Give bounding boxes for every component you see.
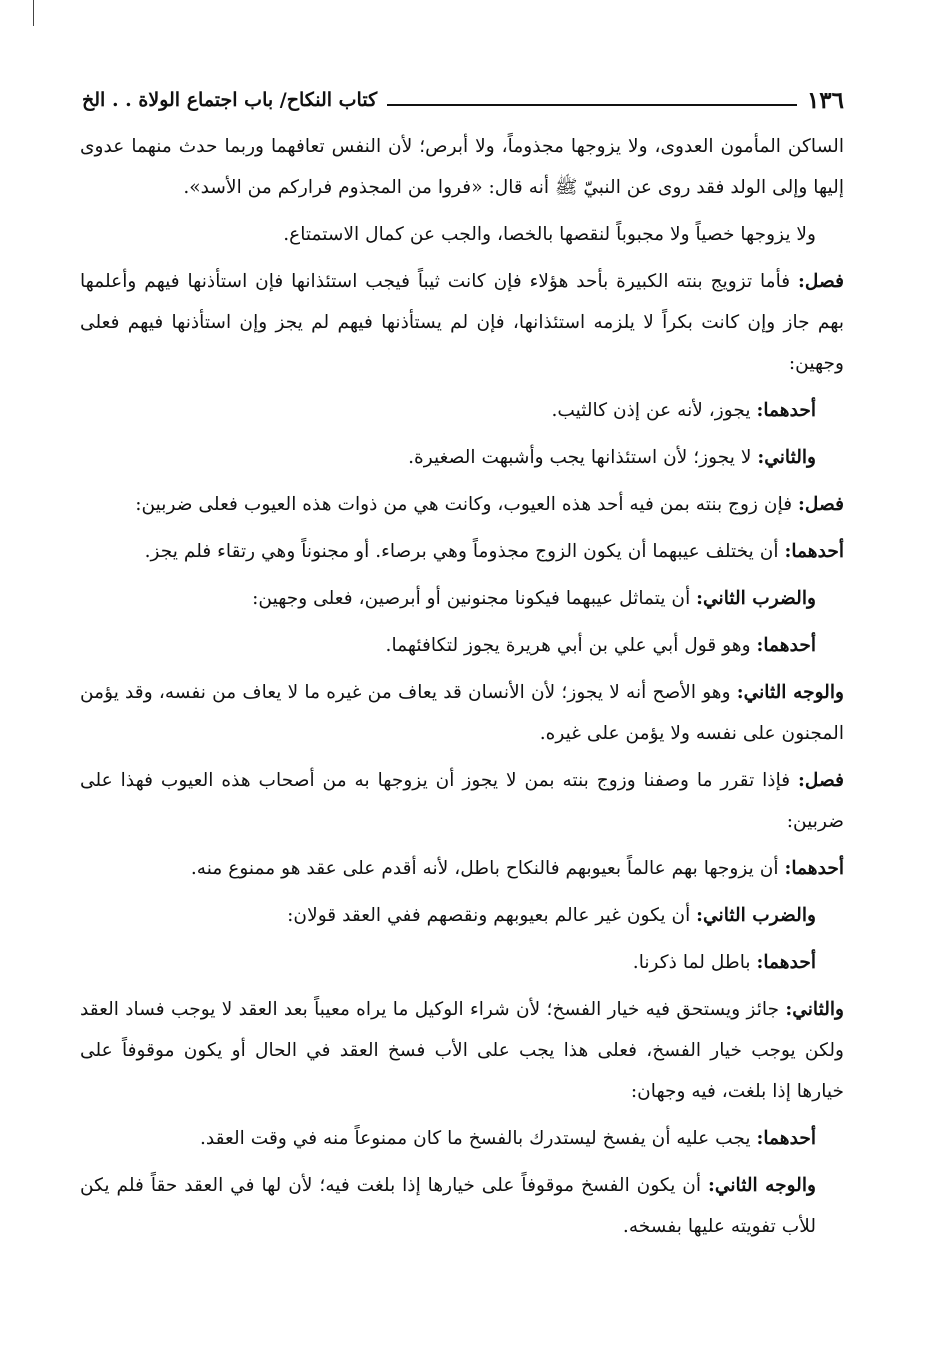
paragraph-lead: أحدهما: (784, 541, 844, 562)
page-number: ١٣٦ (806, 86, 844, 114)
paragraph: والوجه الثاني: وهو الأصح أنه لا يجوز؛ لأن الأنسان قد يعاف من غيره ما لا يعاف من نفسه، وقد يؤمن المجنون على نفسه ولا يؤمن على غيره. (80, 682, 844, 744)
paragraph: أحدهما: باطل لما ذكرنا. (632, 952, 816, 973)
paragraph: ولا يزوجها خصياً ولا مجبوباً لنقصها بالخصا، والجب عن كمال الاستمتاع. (283, 224, 816, 245)
paragraph-lead: فصل: (798, 494, 844, 515)
paragraph: والثاني: جائز ويستحق فيه خيار الفسخ؛ لأن شراء الوكيل ما يراه معيباً بعد العقد لا يوجب فساد العقد ولكن يوجب خيار الفسخ، فعلى هذا يجب على الأب فسخ العقد في الحال أو يكون موقوفاً على خيارها إذا بلغت، فيه وجهان: (80, 999, 844, 1102)
paragraph-lead: أحدهما: (756, 635, 816, 656)
paragraph: أحدهما: أن يزوجها بهم عالماً بعيوبهم فالنكاح باطل، لأنه أقدم على عقد هو ممنوع منه. (190, 858, 844, 879)
body-text (80, 126, 844, 1253)
paragraph: أحدهما: وهو قول أبي علي بن أبي هريرة يجوز لتكافئهما. (385, 635, 816, 656)
header-rule (387, 104, 797, 106)
paragraph: فصل: فأما تزويج بنته الكبيرة بأحد هؤلاء فإن كانت ثيباً فيجب استئذانها فإن استأذنها فيهم وأعلمها بهم جاز وإن كانت بكراً لا يلزمه استئذانها، فإن لم يستأذنها فيهم لم يجز وإن استأذنها فيهم فعلى وجهين: (80, 271, 844, 374)
paragraph: فصل: فإذا تقرر ما وصفنا وزوج بنته بمن لا يجوز أن يزوجها به من أصحاب هذه العيوب فهذا على ضربين: (80, 770, 844, 832)
paragraph: والوجه الثاني: أن يكون الفسخ موقوفاً على خيارها إذا بلغت فيه؛ لأن لها في العقد حقاً فلم يكن للأب تفويته عليها بفسخه. (80, 1175, 816, 1237)
paragraph: والثاني: لا يجوز؛ لأن استئذانها يجب وأشبهت الصغيرة. (408, 447, 816, 468)
paragraph: والضرب الثاني: أن يتماثل عيبهما فيكونا مجنونين أو أبرصين، فعلى وجهين: (252, 588, 816, 609)
paragraph-lead: والوجه الثاني: (708, 1175, 816, 1196)
paragraph: فصل: فإن زوج بنته بمن فيه أحد هذه العيوب، وكانت هي من ذوات هذه العيوب فعلى ضربين: (135, 494, 844, 515)
paragraph-lead: فصل: (798, 271, 844, 292)
paragraph-lead: والضرب الثاني: (696, 905, 816, 926)
paragraph: أحدهما: أن يختلف عيبهما أن يكون الزوج مجذوماً وهي برصاء. أو مجنوناً وهي رتقاء فلم يجز. (144, 541, 844, 562)
page-edge-line (33, 0, 34, 26)
paragraph-lead: أحدهما: (756, 952, 816, 973)
paragraph-lead: فصل: (798, 770, 844, 791)
running-title: كتاب النكاح/ باب اجتماع الولاة . . الخ (82, 89, 378, 111)
paragraph-lead: والثاني: (785, 999, 844, 1020)
paragraph: أحدهما: يجوز، لأنه عن إذن كالثيب. (551, 400, 816, 421)
paragraph: أحدهما: يجب عليه أن يفسخ ليستدرك بالفسخ ما كان ممنوعاً منه في وقت العقد. (199, 1128, 816, 1149)
paragraph-lead: أحدهما: (756, 1128, 816, 1149)
paragraph-lead: أحدهما: (756, 400, 816, 421)
paragraph-lead: أحدهما: (784, 858, 844, 879)
paragraph: والضرب الثاني: أن يكون غير عالم بعيوبهم ونقصهم ففي العقد قولان: (287, 905, 816, 926)
page-header (82, 80, 844, 120)
paragraph-lead: والضرب الثاني: (696, 588, 816, 609)
paragraph-lead: والثاني: (757, 447, 816, 468)
paragraph: الساكن المأمون العدوى، ولا يزوجها مجذوماً، ولا أبرص؛ لأن النفس تعافهما وربما حدث منهما عدوى إليها وإلى الولد فقد روى عن النبيّ ﷺ أنه قال: «فروا من المجذوم فراركم من الأسد». (80, 136, 844, 198)
paragraph-lead: والوجه الثاني: (736, 682, 844, 703)
